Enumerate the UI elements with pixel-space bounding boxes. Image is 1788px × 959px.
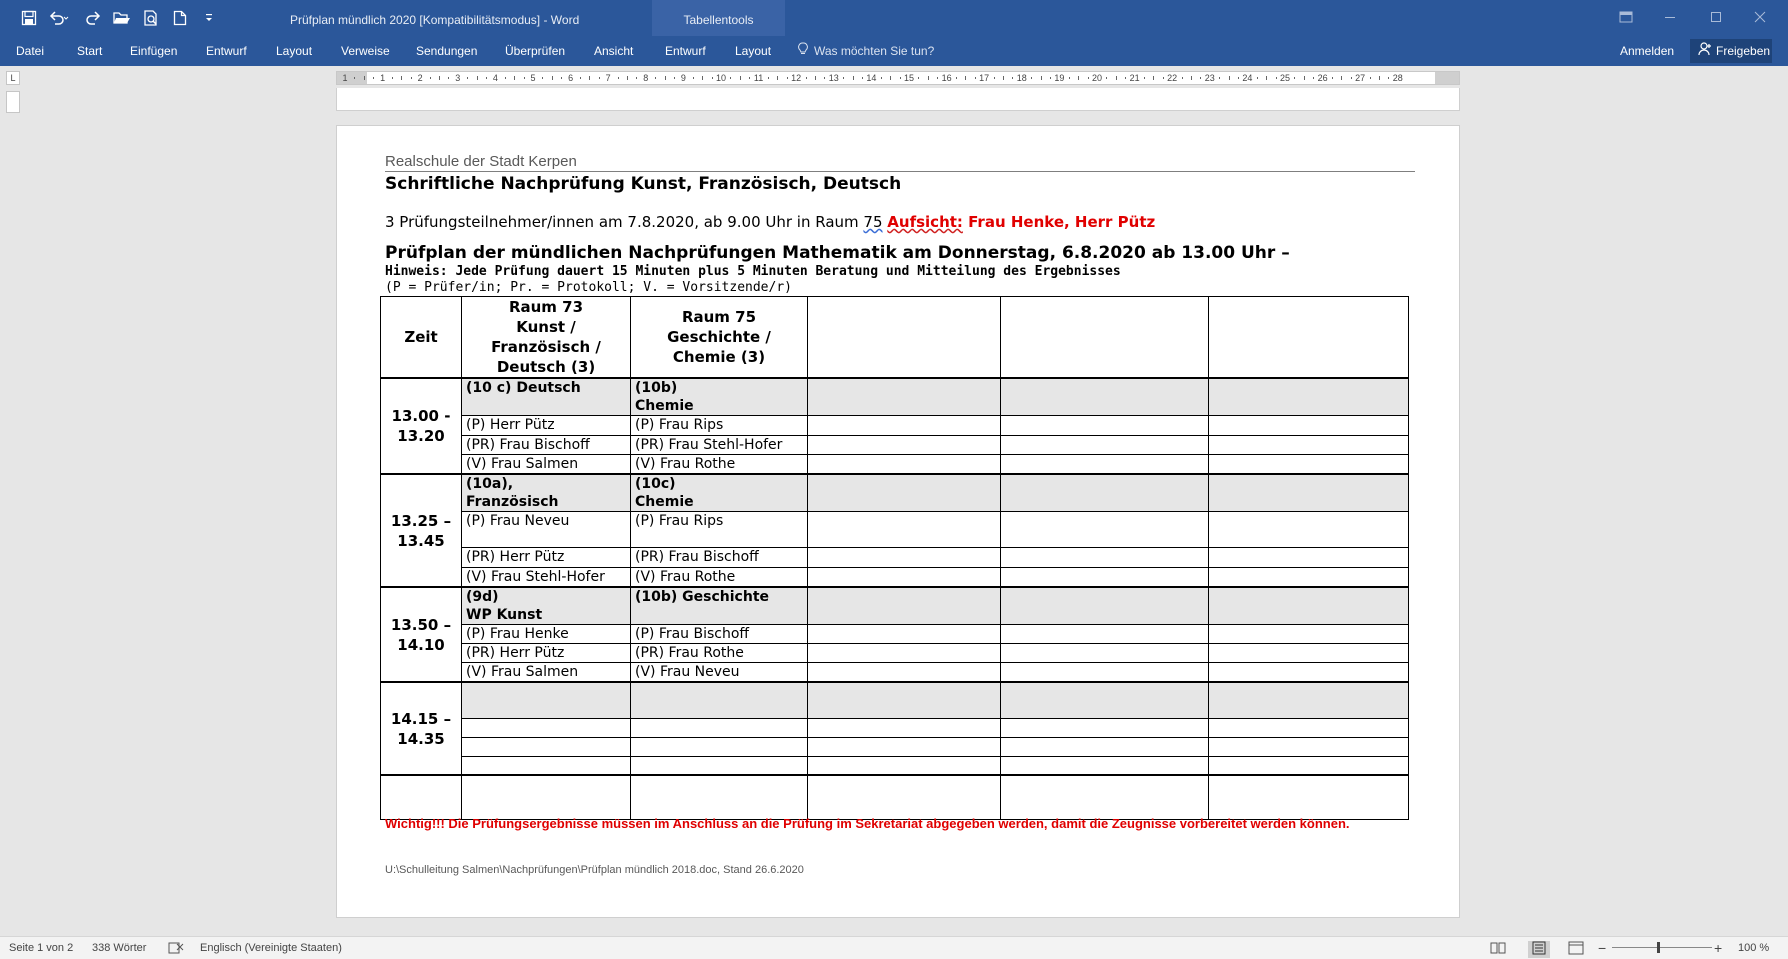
written-exam-details <box>385 213 1155 231</box>
time-slot-cell[interactable]: 13.00 - 13.20 <box>381 378 462 474</box>
ruler-number: 7 <box>605 73 611 83</box>
ruler-tick <box>975 77 976 79</box>
language-indicator[interactable]: Englisch (Vereinigte Staaten) <box>200 942 342 954</box>
examiner-cell[interactable]: (V) Frau Salmen <box>462 663 631 683</box>
empty-cell[interactable] <box>1209 587 1409 625</box>
lightbulb-icon <box>798 37 808 67</box>
ruler-number: 17 <box>979 73 990 83</box>
ruler-tick <box>1031 77 1032 79</box>
empty-cell[interactable] <box>1001 682 1209 718</box>
ruler-tick <box>1294 77 1295 79</box>
status-bar <box>0 936 1788 959</box>
empty-cell[interactable] <box>808 455 1001 475</box>
ruler-number: 2 <box>417 73 423 83</box>
zoom-slider[interactable] <box>1612 947 1712 948</box>
empty-cell[interactable] <box>381 775 462 819</box>
ruler-tick <box>580 77 581 79</box>
important-notice: Wichtig!!! Die Prüfungsergebnisse müssen im Anschluss an die Prüfung im Sekretariat abgegeben werden, damit die Zeugnisse vorbereitet werden können. <box>385 816 1350 831</box>
ruler-tick <box>1003 76 1004 80</box>
table-row <box>381 416 1409 436</box>
ruler-tick <box>636 77 637 79</box>
empty-cell[interactable] <box>808 775 1001 819</box>
supervision-names: Frau Henke, Herr Pütz <box>962 213 1156 231</box>
empty-cell[interactable] <box>1001 436 1209 455</box>
ruler-number: 11 <box>753 73 764 83</box>
supervision-label: Aufsicht: <box>887 213 963 231</box>
ruler-tick <box>430 77 431 79</box>
previous-page-bottom <box>336 88 1460 111</box>
table-header-cell[interactable] <box>1001 297 1209 379</box>
ruler-number: 8 <box>643 73 649 83</box>
zoom-level[interactable]: 100 % <box>1738 942 1770 954</box>
ruler-number: 16 <box>941 73 952 83</box>
ruler-tick <box>411 77 412 79</box>
ruler-tick <box>712 77 713 79</box>
word-count[interactable]: 338 Wörter <box>92 942 147 954</box>
empty-cell[interactable] <box>1209 436 1409 455</box>
ruler-tick <box>1200 77 1201 79</box>
class-subject-cell[interactable]: (10b) Geschichte <box>631 587 808 625</box>
page-count[interactable]: Seite 1 von 2 <box>9 942 74 954</box>
empty-cell[interactable] <box>631 775 808 819</box>
ruler-number: 3 <box>455 73 461 83</box>
ruler-tick <box>862 77 863 79</box>
class-subject-cell[interactable]: (9d) WP Kunst <box>462 587 631 625</box>
ruler-tick <box>890 76 891 80</box>
ruler-tick <box>1041 76 1042 80</box>
ruler-tick <box>1219 77 1220 79</box>
examiner-cell[interactable] <box>462 718 631 737</box>
examiner-cell[interactable]: (P) Herr Pütz <box>462 416 631 436</box>
ruler-tick <box>1370 77 1371 79</box>
table-row <box>381 548 1409 568</box>
ruler-tick <box>505 77 506 79</box>
ruler-tick <box>1229 76 1230 80</box>
empty-cell[interactable] <box>1209 416 1409 436</box>
ruler-tick <box>542 77 543 79</box>
class-subject-cell[interactable]: (10c) Chemie <box>631 474 808 512</box>
ruler-tick <box>674 77 675 79</box>
ruler-tick <box>777 76 778 80</box>
empty-cell[interactable] <box>808 737 1001 756</box>
ruler-number: 22 <box>1167 73 1178 83</box>
ruler-number: 6 <box>568 73 574 83</box>
ruler-tick <box>364 76 365 80</box>
examiner-cell[interactable] <box>631 737 808 756</box>
ribbon-display-options-icon[interactable] <box>1612 6 1640 28</box>
ruler-tick <box>1332 77 1333 79</box>
empty-cell[interactable] <box>1001 416 1209 436</box>
room-number: 75 <box>863 213 883 231</box>
participants-text: 3 Prüfungsteilnehmer/innen am 7.8.2020, ab 9.00 Uhr in Raum <box>385 213 864 231</box>
examiner-cell[interactable]: (V) Frau Rothe <box>631 568 808 588</box>
ruler-tick <box>928 76 929 80</box>
header-rule <box>385 171 1415 172</box>
document-title: Prüfplan mündlich 2020 [Kompatibilitätsmodus] - Word <box>290 13 580 27</box>
empty-cell[interactable] <box>1209 718 1409 737</box>
examiner-cell[interactable]: (V) Frau Neveu <box>631 663 808 683</box>
ruler-number: 26 <box>1317 73 1328 83</box>
empty-cell[interactable] <box>1209 378 1409 416</box>
ruler-tick <box>561 77 562 79</box>
empty-cell[interactable] <box>1001 718 1209 737</box>
ruler-tick <box>1379 76 1380 80</box>
examiner-cell[interactable]: (PR) Herr Pütz <box>462 548 631 568</box>
ruler-tick <box>806 77 807 79</box>
ruler-tick <box>439 76 440 80</box>
ruler-number: 4 <box>492 73 498 83</box>
examiner-cell[interactable] <box>462 737 631 756</box>
ruler-tick <box>373 77 374 79</box>
redo-icon[interactable] <box>82 7 104 29</box>
ruler-number: 1 <box>342 73 348 83</box>
zoom-slider-thumb[interactable] <box>1657 942 1660 953</box>
empty-cell[interactable] <box>462 775 631 819</box>
table-header-cell[interactable]: Raum 73 Kunst / Französisch / Deutsch (3) <box>462 297 631 379</box>
empty-cell[interactable] <box>1209 548 1409 568</box>
examiner-cell[interactable]: (PR) Frau Rothe <box>631 644 808 663</box>
empty-cell[interactable] <box>1209 682 1409 718</box>
table-row <box>381 682 1409 718</box>
empty-cell[interactable] <box>808 587 1001 625</box>
ruler-tick <box>1125 77 1126 79</box>
ruler-tick <box>618 77 619 79</box>
ruler-tick <box>552 76 553 80</box>
table-row <box>381 644 1409 663</box>
class-subject-cell[interactable]: (10b) Chemie <box>631 378 808 416</box>
examiner-cell[interactable] <box>631 756 808 775</box>
role-legend: (P = Prüfer/in; Pr. = Protokoll; V. = Vorsitzende/r) <box>385 280 792 295</box>
table-row <box>381 718 1409 737</box>
ruler-tick <box>749 77 750 79</box>
ruler-tick <box>956 77 957 79</box>
time-slot-cell[interactable]: 13.50 – 14.10 <box>381 587 462 682</box>
ruler-tick <box>1050 77 1051 79</box>
horizontal-ruler[interactable] <box>336 71 1460 85</box>
ruler-tick <box>1191 76 1192 80</box>
tell-me-search[interactable] <box>798 36 934 66</box>
zoom-in-button[interactable]: + <box>1714 940 1723 956</box>
close-icon[interactable] <box>1746 6 1774 28</box>
ruler-tick <box>514 76 515 80</box>
ruler-tick <box>1276 77 1277 79</box>
time-slot-cell[interactable]: 13.25 – 13.45 <box>381 474 462 587</box>
ruler-number: 28 <box>1392 73 1403 83</box>
exam-schedule-table[interactable] <box>380 296 1409 820</box>
table-row <box>381 568 1409 588</box>
class-subject-cell[interactable]: (10 c) Deutsch <box>462 378 631 416</box>
ruler-tick <box>730 77 731 79</box>
table-row <box>381 756 1409 775</box>
empty-cell[interactable] <box>808 644 1001 663</box>
table-row <box>381 663 1409 683</box>
vertical-ruler <box>6 91 20 113</box>
ruler-tick <box>1266 76 1267 80</box>
ruler-tick <box>477 76 478 80</box>
ruler-number: 9 <box>680 73 686 83</box>
proofing-icon[interactable] <box>168 941 184 958</box>
examiner-cell[interactable]: (P) Frau Rips <box>631 416 808 436</box>
zoom-out-button[interactable]: − <box>1598 940 1607 956</box>
exam-hint: Hinweis: Jede Prüfung dauert 15 Minuten plus 5 Minuten Beratung und Mitteilung des Ergebnisses <box>385 264 1121 279</box>
ruler-tick <box>1257 77 1258 79</box>
empty-cell[interactable] <box>808 756 1001 775</box>
ruler-tick <box>1313 77 1314 79</box>
ruler-number: 24 <box>1242 73 1253 83</box>
empty-cell[interactable] <box>1209 512 1409 548</box>
empty-cell[interactable] <box>1209 625 1409 644</box>
empty-cell[interactable] <box>1001 756 1209 775</box>
table-header-row <box>381 297 1409 379</box>
ruler-tick <box>1304 76 1305 80</box>
ruler-number: 27 <box>1355 73 1366 83</box>
ruler-number: 5 <box>530 73 536 83</box>
empty-cell[interactable] <box>808 568 1001 588</box>
ruler-tick <box>655 77 656 79</box>
minimize-icon[interactable] <box>1656 6 1684 28</box>
heading-oral-exam: Prüfplan der mündlichen Nachprüfungen Mathematik am Donnerstag, 6.8.2020 ab 13.00 Uhr – <box>385 243 1290 263</box>
empty-cell[interactable] <box>1209 474 1409 512</box>
examiner-cell[interactable] <box>631 718 808 737</box>
ruler-tick <box>937 77 938 79</box>
table-header-cell[interactable]: Raum 75 Geschichte / Chemie (3) <box>631 297 808 379</box>
empty-cell[interactable] <box>808 378 1001 416</box>
school-header: Realschule der Stadt Kerpen <box>385 153 577 170</box>
ruler-tick <box>881 77 882 79</box>
ruler-tick <box>589 76 590 80</box>
ruler-tick <box>1153 76 1154 80</box>
table-header-cell[interactable] <box>1209 297 1409 379</box>
empty-cell[interactable] <box>1001 568 1209 588</box>
maximize-icon[interactable] <box>1702 6 1730 28</box>
table-row <box>381 512 1409 548</box>
table-row <box>381 378 1409 416</box>
customize-icon[interactable] <box>198 7 220 29</box>
new-document-icon[interactable] <box>169 7 191 29</box>
open-icon[interactable] <box>111 7 133 29</box>
ruler-tick <box>815 76 816 80</box>
ruler-tick <box>693 77 694 79</box>
tab-layout[interactable]: Layout <box>276 44 313 58</box>
tab-start[interactable]: Start <box>77 44 103 58</box>
share-button[interactable] <box>1690 39 1772 63</box>
title-bar <box>0 0 1788 36</box>
empty-cell[interactable] <box>1001 625 1209 644</box>
ruler-number: 1 <box>380 73 386 83</box>
empty-cell[interactable] <box>1001 663 1209 683</box>
ruler-tick <box>665 76 666 80</box>
ruler-tick <box>354 77 355 79</box>
ruler-tick <box>392 77 393 79</box>
empty-cell[interactable] <box>1209 663 1409 683</box>
empty-cell[interactable] <box>1209 737 1409 756</box>
context-tab-group-label: Tabellentools <box>683 13 754 27</box>
ruler-tick <box>787 77 788 79</box>
table-row <box>381 737 1409 756</box>
ruler-number: 23 <box>1204 73 1215 83</box>
ruler-tick <box>467 77 468 79</box>
ruler-tick <box>843 77 844 79</box>
examiner-cell[interactable]: (PR) Frau Bischoff <box>462 436 631 455</box>
ruler-tick <box>1182 77 1183 79</box>
document-page[interactable] <box>336 125 1460 918</box>
heading-written-exam: Schriftliche Nachprüfung Kunst, Französisch, Deutsch <box>385 174 902 194</box>
empty-cell[interactable] <box>1209 568 1409 588</box>
empty-cell[interactable] <box>1001 378 1209 416</box>
empty-cell[interactable] <box>1209 644 1409 663</box>
empty-cell[interactable] <box>808 436 1001 455</box>
empty-cell[interactable] <box>808 548 1001 568</box>
table-row <box>381 436 1409 455</box>
ruler-number: 18 <box>1016 73 1027 83</box>
ruler-tick <box>994 77 995 79</box>
ruler-tick <box>486 77 487 79</box>
ruler-tick <box>1341 76 1342 80</box>
ruler-tick <box>900 77 901 79</box>
empty-cell[interactable] <box>1001 455 1209 475</box>
empty-cell[interactable] <box>808 512 1001 548</box>
table-header-cell[interactable]: Zeit <box>381 297 462 379</box>
ruler-tick <box>853 76 854 80</box>
empty-cell[interactable] <box>1209 455 1409 475</box>
web-layout-icon[interactable] <box>1568 941 1584 958</box>
tab-table-design[interactable]: Entwurf <box>665 44 706 58</box>
ruler-number: 15 <box>903 73 915 83</box>
examiner-cell[interactable]: (P) Frau Rips <box>631 512 808 548</box>
empty-cell[interactable] <box>1001 587 1209 625</box>
tab-file[interactable]: Datei <box>16 44 45 58</box>
ruler-tick <box>1116 76 1117 80</box>
tab-review[interactable]: Überprüfen <box>505 44 566 58</box>
ruler-number: 13 <box>828 73 839 83</box>
ruler-tick <box>1106 77 1107 79</box>
examiner-cell[interactable]: (V) Frau Salmen <box>462 455 631 475</box>
empty-cell[interactable] <box>1001 737 1209 756</box>
undo-icon[interactable] <box>48 7 70 29</box>
examiner-cell[interactable]: (P) Frau Neveu <box>462 512 631 548</box>
examiner-cell[interactable]: (V) Frau Rothe <box>631 455 808 475</box>
table-row <box>381 474 1409 512</box>
empty-cell[interactable] <box>1001 644 1209 663</box>
ruler-tick <box>1088 77 1089 79</box>
examiner-cell[interactable]: (PR) Frau Stehl-Hofer <box>631 436 808 455</box>
ruler-tick <box>1163 77 1164 79</box>
class-subject-cell[interactable]: (10a), Französisch <box>462 474 631 512</box>
ruler-number: 19 <box>1054 73 1065 83</box>
ruler-tick <box>1238 77 1239 79</box>
table-header-cell[interactable] <box>808 297 1001 379</box>
tab-view[interactable]: Ansicht <box>594 44 634 58</box>
examiner-cell[interactable]: (PR) Herr Pütz <box>462 644 631 663</box>
supervision-text <box>887 213 1155 231</box>
tab-table-layout[interactable]: Layout <box>735 44 772 58</box>
print-layout-icon[interactable] <box>1528 941 1550 958</box>
ruler-number: 12 <box>791 73 802 83</box>
save-icon[interactable] <box>18 7 40 29</box>
ruler-tick <box>448 77 449 79</box>
empty-cell[interactable] <box>1001 512 1209 548</box>
class-subject-cell[interactable] <box>462 682 631 718</box>
tab-selector[interactable]: L <box>6 71 20 85</box>
table-row <box>381 455 1409 475</box>
ruler-number: 20 <box>1091 73 1103 83</box>
ruler-tick <box>740 76 741 80</box>
ruler-tick <box>1351 77 1352 79</box>
table-row <box>381 625 1409 644</box>
ruler-number: 10 <box>715 73 727 83</box>
table-row <box>381 775 1409 819</box>
empty-cell[interactable] <box>1209 775 1409 819</box>
empty-cell[interactable] <box>808 663 1001 683</box>
examiner-cell[interactable]: (P) Frau Bischoff <box>631 625 808 644</box>
empty-cell[interactable] <box>1209 756 1409 775</box>
empty-cell[interactable] <box>1001 474 1209 512</box>
tab-design[interactable]: Entwurf <box>206 44 247 58</box>
print-preview-icon[interactable] <box>140 7 162 29</box>
ruler-margin-right <box>1435 72 1459 84</box>
share-label: Freigeben <box>1716 44 1771 58</box>
empty-cell[interactable] <box>808 718 1001 737</box>
sign-in-link[interactable]: Anmelden <box>1620 44 1675 58</box>
ruler-tick <box>965 76 966 80</box>
ruler-tick <box>768 77 769 79</box>
class-subject-cell[interactable] <box>631 682 808 718</box>
tell-me-placeholder: Was möchten Sie tun? <box>814 44 935 58</box>
ruler-tick <box>599 77 600 79</box>
empty-cell[interactable] <box>808 682 1001 718</box>
file-path-footer: U:\Schulleitung Salmen\Nachprüfungen\Prüfplan mündlich 2018.doc, Stand 26.6.2020 <box>385 864 804 876</box>
ruler-number: 25 <box>1279 73 1291 83</box>
ruler-tick <box>524 77 525 79</box>
empty-cell[interactable] <box>808 416 1001 436</box>
ruler-tick <box>1144 77 1145 79</box>
empty-cell[interactable] <box>1001 548 1209 568</box>
empty-cell[interactable] <box>1001 775 1209 819</box>
empty-cell[interactable] <box>808 474 1001 512</box>
tab-references[interactable]: Verweise <box>341 44 390 58</box>
ruler-number: 14 <box>866 73 877 83</box>
tab-mailings[interactable]: Sendungen <box>416 44 478 58</box>
table-row <box>381 587 1409 625</box>
person-add-icon <box>1698 40 1712 64</box>
ruler-tick <box>1078 76 1079 80</box>
examiner-cell[interactable]: (PR) Frau Bischoff <box>631 548 808 568</box>
ruler-tick <box>401 76 402 80</box>
examiner-cell[interactable] <box>462 756 631 775</box>
time-slot-cell[interactable]: 14.15 – 14.35 <box>381 682 462 775</box>
ruler-tick <box>1388 77 1389 79</box>
ruler-tick <box>702 76 703 80</box>
empty-cell[interactable] <box>808 625 1001 644</box>
read-mode-icon[interactable] <box>1490 941 1506 958</box>
ruler-tick <box>918 77 919 79</box>
ruler-tick <box>824 77 825 79</box>
tab-insert[interactable]: Einfügen <box>130 44 178 58</box>
ruler-tick <box>627 76 628 80</box>
ruler-tick <box>1069 77 1070 79</box>
ruler-number: 21 <box>1129 73 1140 83</box>
ruler-tick <box>1012 77 1013 79</box>
examiner-cell[interactable]: (P) Frau Henke <box>462 625 631 644</box>
examiner-cell[interactable]: (V) Frau Stehl-Hofer <box>462 568 631 588</box>
